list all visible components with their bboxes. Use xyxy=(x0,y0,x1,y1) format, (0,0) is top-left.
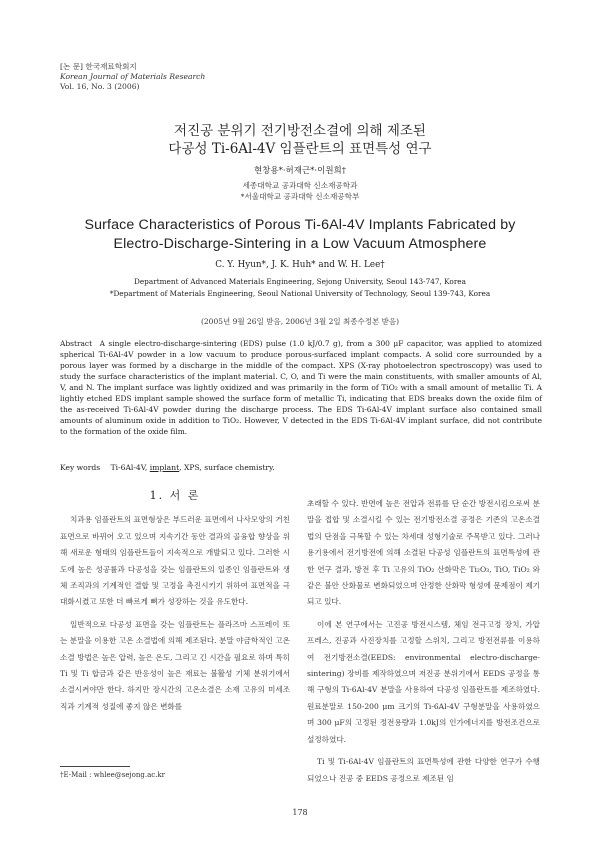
affiliation-korean-1: 세종대학교 공과대학 신소재공학과 xyxy=(242,181,358,190)
journal-volume: Vol. 16, No. 3 (2006) xyxy=(60,82,140,91)
title-english-line1: Surface Characteristics of Porous Ti-6Al-4V Implants Fabricated by xyxy=(84,217,516,233)
keyword-ti6al4v: Ti-6Al-4V, xyxy=(110,463,148,472)
journal-name-en: Korean Journal of Materials Research xyxy=(60,72,206,81)
body-column-right xyxy=(307,496,540,793)
title-korean xyxy=(0,122,600,158)
paragraph: 초래할 수 있다. 반면에 높은 전압과 전류를 단 순간 방전시킴으로써 분말을 접합 및 소결시킬 수 있는 전기방전소결 공정은 기존의 고온소결법의 단점을 극복할 수 있는 차세대 성형기술로 주목받고 있다. 그러나 용기용에서 전기방전에 의해 소결된 다공성 임플란트의 표면특성에 관한 연구 결과, 방전 후 Ti 고유의 TiO₂ 산화막은 Ti₂O₃, TiO, TiO₂ 와 같은 불안 산화물로 변화되었으며 안정한 산화막 형성에 문제점이 제기되고 있다. xyxy=(307,499,540,607)
keywords-label: Key words xyxy=(60,463,101,472)
abstract xyxy=(60,338,542,437)
title-english xyxy=(0,216,600,254)
paragraph: Ti 및 Ti-6Al-4V 임플란트의 표면특성에 관한 다양한 연구가 수행되었으나 진공 중 EEDS 공정으로 제조된 임 xyxy=(307,757,540,783)
keyword-implant: implant xyxy=(149,463,180,472)
page-number: 178 xyxy=(292,808,308,817)
affiliations-english xyxy=(0,276,600,300)
authors-english: C. Y. Hyun*, J. K. Huh* and W. H. Lee† xyxy=(215,260,385,270)
affiliations-korean xyxy=(0,180,600,202)
title-korean-line1: 저진공 분위기 전기방전소결에 의해 제조된 xyxy=(174,123,426,139)
footnote-email: †E-Mail : whlee@sejong.ac.kr xyxy=(60,771,165,779)
keyword-rest: , XPS, surface chemistry. xyxy=(179,463,275,472)
title-korean-line2: 다공성 Ti-6Al-4V 임플란트의 표면특성 연구 xyxy=(168,141,432,157)
paragraph: 치과용 임플란트의 표면형상은 부드러운 표면에서 나사모양의 거친 표면으로 바뀌어 오고 있으며 지속기간 동안 결과의 골융합 향상을 위해 새로운 형태의 임플란트들이 지속적으로 개발되고 있다. 그러한 시도에 높은 성공률과 다공성을 갖는 임플란트의 일종인 임플란트와 생체 조직과의 기계적인 결합 및 고정을 촉진시키기 위하여 표면적을 극대화시켰고 또한 더 빠르게 뼈가 성장하는 것을 유도한다. xyxy=(60,515,290,607)
footnote-divider xyxy=(60,766,130,767)
affiliation-english-2: *Department of Materials Engineering, Seoul National University of Technology, Seoul 139-743, Korea xyxy=(109,289,491,298)
journal-info xyxy=(60,62,205,92)
authors-korean: 현창용*·허재근*·이원희† xyxy=(253,166,347,176)
abstract-label: Abstract xyxy=(60,339,93,348)
journal-name-ko: [논 문] 한국재료학회지 xyxy=(60,62,137,71)
affiliation-korean-2: *서울대학교 공과대학 신소재공학부 xyxy=(240,192,360,201)
paragraph: 일반적으로 다공성 표면을 갖는 임플란트는 플라즈마 스프레이 또는 분말을 이용한 고온 소결법에 의해 제조된다. 분말 야금학적인 고온소결 방법은 높은 압력, 높은 온도, 그리고 긴 시간을 필요로 하며 특히 Ti 및 Ti 합금과 같은 반응성이 높은 재료는 불활성 기체 분위기에서 소결시켜야만 한다. 하지만 장시간의 고온소결은 소재 고유의 미세조직과 기계적 성질에 좋지 않은 변화를 xyxy=(60,619,290,711)
abstract-text: A single electro-discharge-sintering (EDS) pulse (1.0 kJ/0.7 g), from a 300 μF capacitor, was applied to atomized spherical Ti-6Al-4V powder in a low vacuum to produce porous-surfaced implant compacts. A solid core surrounded by a porous layer was formed by a discharge in the middle of the compact. XPS (X-ray photoelectron spectroscopy) was used to study the surface characteristics of the implant material. C, O, and Ti were the main constituents, with smaller amounts of Al, V, and N. The implant surface was lightly oxidized and was primarily in the form of TiO₂ with a small amount of metallic Ti. A lightly etched EDS implant sample showed the surface form of metallic Ti, indicating that EDS breaks down the oxide film of the as-received Ti-6Al-4V powder during the discharge process. The EDS Ti-6Al-4V implant surface also contained small amounts of aluminum oxide in addition to TiO₂. However, V detected in the EDS Ti-6Al-4V implant surface, did not contribute to the formation of the oxide film. xyxy=(60,339,542,436)
paragraph: 이에 본 연구에서는 고진공 방전시스템, 체임 전극고정 장치, 가압 프레스, 진공과 사진장치를 고정할 스위치, 그리고 방전전류를 이용하여 전기방전소결(EEDS: environmental electro-discharge-sintering) 장비를 제작하였으며 저진공 분위기에서 EEDS 공정을 통해 구형의 Ti-6Al-4V 분말을 사용하여 다공성 임플란트를 제조하였다. 원료분말로 150-200 μm 크기의 Ti-6Al-4V 구형분말을 사용하였으며 300 μF의 고정된 정전용량과 1.0kJ의 인가에너지를 방전조건으로 설정하였다. xyxy=(307,619,540,744)
received-dates: (2005년 9월 26일 받음, 2006년 3월 2일 최종수정본 받음) xyxy=(200,317,399,326)
body-column-left xyxy=(60,488,290,721)
section-heading-introduction: 1. 서 론 xyxy=(149,489,201,502)
affiliation-english-1: Department of Advanced Materials Engineering, Sejong University, Seoul 143-747, Korea xyxy=(134,277,466,286)
title-english-line2: Electro-Discharge-Sintering in a Low Vacuum Atmosphere xyxy=(113,236,487,252)
keywords xyxy=(60,463,275,472)
